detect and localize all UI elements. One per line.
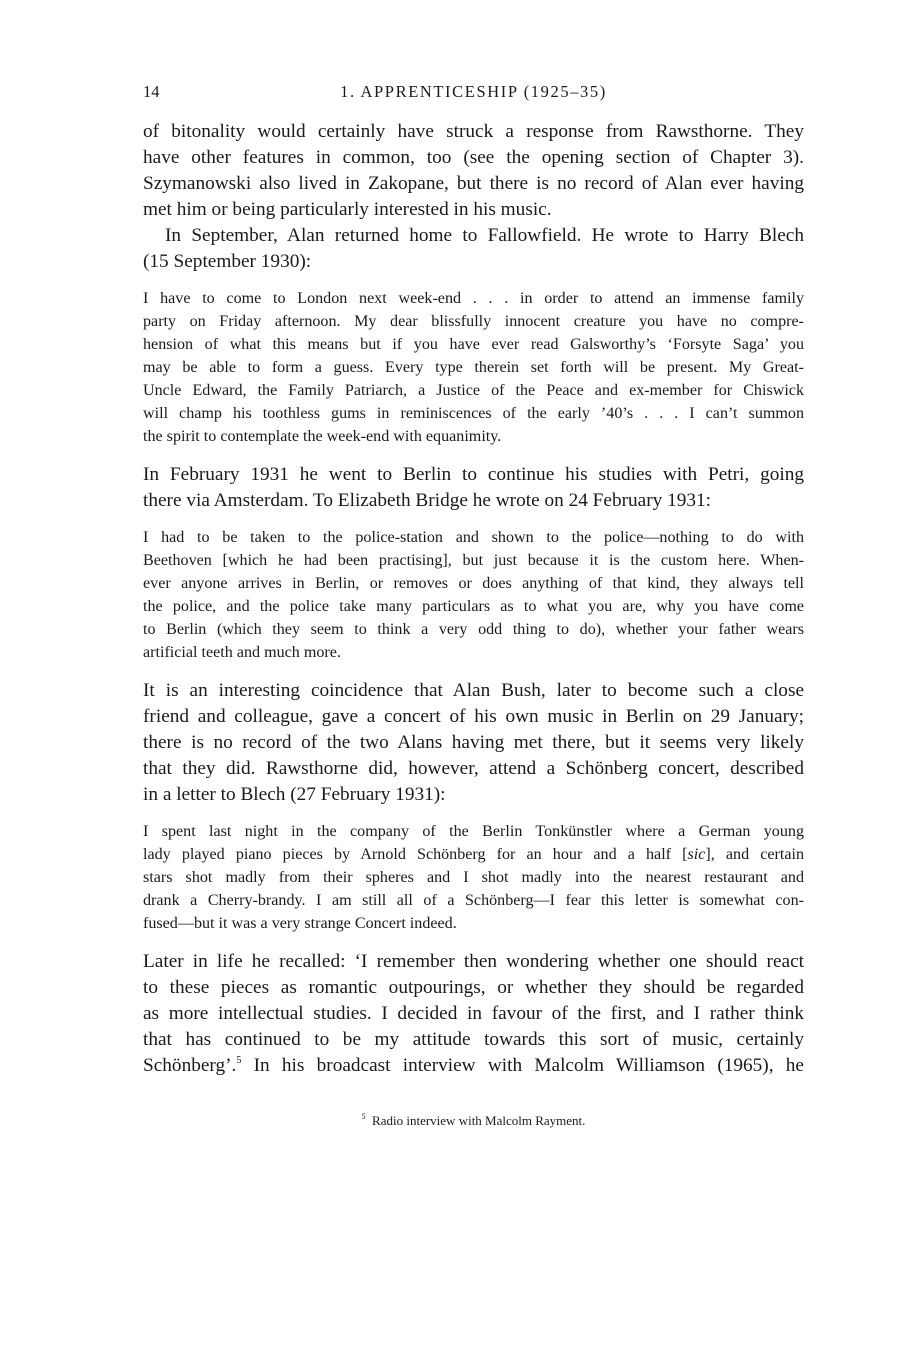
quote-line: Beethoven [which he had been practising], but just because it is the custom here. When-: [143, 552, 804, 569]
quote-line: drank a Cherry-brandy. I am still all of a Schönberg—I fear this letter is somewhat con-: [143, 892, 804, 909]
block-quote: [143, 820, 804, 935]
quote-line: hension of what this means but if you have ever read Galsworthy’s ‘Forsyte Saga’ you: [143, 336, 804, 353]
paragraph: [143, 678, 804, 808]
text-fragment: In his broadcast interview with Malcolm Williamson (1965), he: [253, 1055, 804, 1076]
text-line: in a letter to Blech (27 February 1931):: [143, 784, 446, 805]
text-line: to these pieces as romantic outpourings, or whether they should be regarded: [143, 977, 804, 998]
italic-sic: sic: [687, 846, 706, 863]
text-line: Later in life he recalled: ‘I remember then wondering whether one should react: [143, 951, 804, 972]
text-line: (15 September 1930):: [143, 251, 312, 272]
text-line: friend and colleague, gave a concert of his own music in Berlin on 29 January;: [143, 706, 804, 727]
text-line: [143, 1053, 804, 1079]
footnote-marker: 5: [361, 1112, 366, 1121]
quote-line: may be able to form a guess. Every type therein set forth will be present. My Great-: [143, 359, 804, 376]
text-line: It is an interesting coincidence that Alan Bush, later to become such a close: [143, 680, 804, 701]
text-line: there via Amsterdam. To Elizabeth Bridge he wrote on 24 February 1931:: [143, 490, 712, 511]
quote-line: party on Friday afternoon. My dear blissfully innocent creature you have no compre-: [143, 313, 804, 330]
block-quote: [143, 287, 804, 448]
text-line: Szymanowski also lived in Zakopane, but there is no record of Alan ever having: [143, 173, 804, 194]
quote-line: fused—but it was a very strange Concert indeed.: [143, 915, 457, 932]
text-line: that they did. Rawsthorne did, however, attend a Schönberg concert, described: [143, 758, 804, 779]
block-quote: [143, 526, 804, 664]
text-line: as more intellectual studies. I decided in favour of the first, and I rather think: [143, 1003, 804, 1024]
chapter-title: 1. APPRENTICESHIP (1925–35): [340, 82, 607, 101]
text-line: In February 1931 he went to Berlin to continue his studies with Petri, going: [143, 464, 804, 485]
text-line: there is no record of the two Alans having met there, but it seems very likely: [143, 732, 804, 753]
text-line: that has continued to be my attitude towards this sort of music, certainly: [143, 1029, 804, 1050]
footnote-text: Radio interview with Malcolm Rayment.: [372, 1113, 586, 1128]
quote-line: [143, 843, 804, 866]
paragraph: [143, 119, 804, 223]
text-line: of bitonality would certainly have struck a response from Rawsthorne. They: [143, 121, 804, 142]
quote-line: I have to come to London next week-end . . . in order to attend an immense family: [143, 290, 804, 307]
quote-line: the spirit to contemplate the week-end with equanimity.: [143, 428, 502, 445]
running-head: [143, 82, 804, 106]
text-line: In September, Alan returned home to Fallowfield. He wrote to Harry Blech: [165, 225, 804, 246]
footnote: [143, 1113, 804, 1129]
footnote-reference[interactable]: 5: [236, 1055, 242, 1066]
quote-line: ever anyone arrives in Berlin, or removes or does anything of that kind, they always tell: [143, 575, 804, 592]
quote-text: lady played piano pieces by Arnold Schönberg for an hour and a half [sic], and certain: [143, 846, 804, 863]
quote-line: Uncle Edward, the Family Patriarch, a Justice of the Peace and ex-member for Chiswick: [143, 382, 804, 399]
quote-line: artificial teeth and much more.: [143, 644, 341, 661]
text-line: met him or being particularly interested in his music.: [143, 199, 552, 220]
text-fragment: Schönberg’.: [143, 1055, 237, 1076]
quote-line: stars shot madly from their spheres and I shot madly into the nearest restaurant and: [143, 869, 804, 886]
page-number: 14: [143, 82, 160, 101]
quote-line: will champ his toothless gums in reminiscences of the early ’40’s . . . I can’t summon: [143, 405, 804, 422]
quote-line: I had to be taken to the police-station and shown to the police—nothing to do with: [143, 529, 804, 546]
quote-line: I spent last night in the company of the Berlin Tonkünstler where a German young: [143, 823, 804, 840]
paragraph: [143, 949, 804, 1079]
quote-line: the police, and the police take many particulars as to what you are, why you have come: [143, 598, 804, 615]
text-line: have other features in common, too (see the opening section of Chapter 3).: [143, 147, 804, 168]
paragraph: [143, 223, 804, 275]
paragraph: [143, 462, 804, 514]
quote-line: to Berlin (which they seem to think a very odd thing to do), whether your father wears: [143, 621, 804, 638]
